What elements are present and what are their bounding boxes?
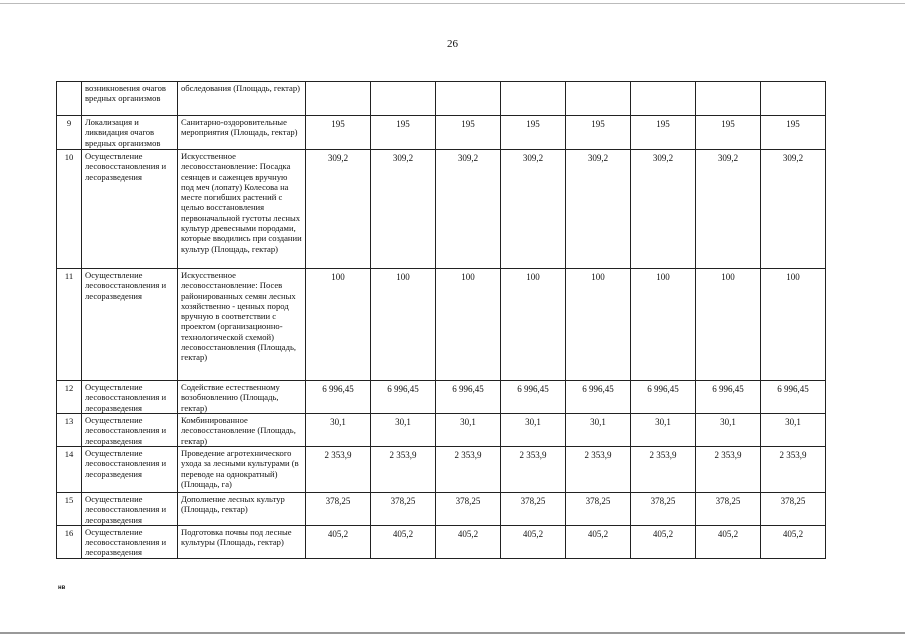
row-number-cell: 14 [57, 447, 82, 493]
value-cell: 6 996,45 [631, 381, 696, 414]
value-cell: 309,2 [501, 150, 566, 269]
row-number-cell: 13 [57, 414, 82, 447]
measure-cell: Искусственное лесовосстановление: Посадка сеянцев и саженцев вручную под меч (лопату) Колесова на месте погибших растений с целью восстановления первоначальной густоты лесных культур древесными породами, которые вводились при создании культур (Площадь, гектар) [178, 150, 306, 269]
value-cell: 309,2 [566, 150, 631, 269]
value-cell: 378,25 [436, 493, 501, 526]
value-cell: 30,1 [436, 414, 501, 447]
value-cell [631, 82, 696, 116]
value-cell: 195 [696, 116, 761, 150]
value-cell: 2 353,9 [501, 447, 566, 493]
measure-cell: Санитарно-оздоровительные мероприятия (Площадь, гектар) [178, 116, 306, 150]
value-cell: 30,1 [631, 414, 696, 447]
value-cell: 405,2 [501, 525, 566, 558]
table-row [57, 116, 826, 150]
table-row [57, 381, 826, 414]
value-cell: 100 [761, 269, 826, 381]
row-number-cell: 15 [57, 493, 82, 526]
value-cell: 378,25 [761, 493, 826, 526]
table-row [57, 447, 826, 493]
measure-cell: Комбинированное лесовосстановление (Площадь, гектар) [178, 414, 306, 447]
value-cell: 405,2 [696, 525, 761, 558]
value-cell: 2 353,9 [761, 447, 826, 493]
value-cell: 100 [371, 269, 436, 381]
value-cell: 195 [631, 116, 696, 150]
value-cell: 378,25 [696, 493, 761, 526]
value-cell: 405,2 [436, 525, 501, 558]
footer-mark: нв [58, 585, 66, 591]
value-cell [761, 82, 826, 116]
value-cell: 309,2 [761, 150, 826, 269]
value-cell: 2 353,9 [371, 447, 436, 493]
value-cell: 378,25 [501, 493, 566, 526]
row-number-cell: 11 [57, 269, 82, 381]
value-cell [436, 82, 501, 116]
scan-bottom-edge [0, 632, 905, 634]
value-cell: 195 [761, 116, 826, 150]
value-cell: 405,2 [306, 525, 371, 558]
value-cell: 405,2 [631, 525, 696, 558]
value-cell: 195 [436, 116, 501, 150]
measure-cell: Дополнение лесных культур (Площадь, гектар) [178, 493, 306, 526]
table-row [57, 414, 826, 447]
value-cell: 309,2 [306, 150, 371, 269]
table-row [57, 150, 826, 269]
value-cell: 6 996,45 [501, 381, 566, 414]
value-cell: 309,2 [696, 150, 761, 269]
value-cell: 100 [566, 269, 631, 381]
value-cell: 6 996,45 [436, 381, 501, 414]
row-number-cell: 10 [57, 150, 82, 269]
value-cell: 30,1 [761, 414, 826, 447]
row-number-cell: 9 [57, 116, 82, 150]
scan-top-edge [0, 3, 905, 4]
table-row [57, 525, 826, 558]
value-cell: 30,1 [696, 414, 761, 447]
value-cell: 100 [631, 269, 696, 381]
value-cell: 30,1 [371, 414, 436, 447]
value-cell: 309,2 [436, 150, 501, 269]
value-cell: 6 996,45 [696, 381, 761, 414]
value-cell: 195 [306, 116, 371, 150]
forestry-measures-table [56, 81, 826, 559]
table-row [57, 493, 826, 526]
value-cell: 195 [371, 116, 436, 150]
value-cell: 309,2 [371, 150, 436, 269]
value-cell: 195 [501, 116, 566, 150]
value-cell: 2 353,9 [306, 447, 371, 493]
value-cell: 2 353,9 [696, 447, 761, 493]
row-number-cell: 12 [57, 381, 82, 414]
measure-cell: Искусственное лесовосстановление: Посев районированных семян лесных хозяйственно - ценных пород вручную в соответствии с проектом (организационно-технологической схемой) лесовосстановления (Площадь, гектар) [178, 269, 306, 381]
activity-cell: Осуществление лесовосстановления и лесоразведения [82, 381, 178, 414]
value-cell: 378,25 [371, 493, 436, 526]
measure-cell: Проведение агротехнического ухода за лесными культурами (в переводе на однократный) (Площадь, га) [178, 447, 306, 493]
value-cell [566, 82, 631, 116]
measure-cell: Подготовка почвы под лесные культуры (Площадь, гектар) [178, 525, 306, 558]
table-row [57, 82, 826, 116]
activity-cell: Осуществление лесовосстановления и лесоразведения [82, 269, 178, 381]
value-cell: 378,25 [306, 493, 371, 526]
table-body [57, 82, 826, 559]
measure-cell: Содействие естественному возобновлению (Площадь, гектар) [178, 381, 306, 414]
value-cell [696, 82, 761, 116]
value-cell: 309,2 [631, 150, 696, 269]
table-row [57, 269, 826, 381]
activity-cell: Осуществление лесовосстановления и лесоразведения [82, 150, 178, 269]
value-cell: 6 996,45 [306, 381, 371, 414]
value-cell: 100 [501, 269, 566, 381]
activity-cell: Осуществление лесовосстановления и лесоразведения [82, 525, 178, 558]
activity-cell: Осуществление лесовосстановления и лесоразведения [82, 493, 178, 526]
value-cell: 30,1 [566, 414, 631, 447]
value-cell: 6 996,45 [761, 381, 826, 414]
value-cell: 405,2 [761, 525, 826, 558]
row-number-cell [57, 82, 82, 116]
activity-cell: возникновения очагов вредных организмов [82, 82, 178, 116]
value-cell: 100 [306, 269, 371, 381]
value-cell [306, 82, 371, 116]
value-cell: 6 996,45 [566, 381, 631, 414]
value-cell [501, 82, 566, 116]
activity-cell: Осуществление лесовосстановления и лесоразведения [82, 414, 178, 447]
value-cell: 405,2 [371, 525, 436, 558]
value-cell: 30,1 [306, 414, 371, 447]
value-cell: 30,1 [501, 414, 566, 447]
activity-cell: Осуществление лесовосстановления и лесоразведения [82, 447, 178, 493]
activity-cell: Локализация и ликвидация очагов вредных организмов [82, 116, 178, 150]
row-number-cell: 16 [57, 525, 82, 558]
page-number: 26 [447, 38, 458, 50]
value-cell: 405,2 [566, 525, 631, 558]
value-cell: 378,25 [566, 493, 631, 526]
value-cell: 6 996,45 [371, 381, 436, 414]
value-cell: 2 353,9 [436, 447, 501, 493]
value-cell: 2 353,9 [631, 447, 696, 493]
value-cell: 2 353,9 [566, 447, 631, 493]
measure-cell: обследования (Площадь, гектар) [178, 82, 306, 116]
value-cell: 378,25 [631, 493, 696, 526]
value-cell [371, 82, 436, 116]
value-cell: 100 [696, 269, 761, 381]
value-cell: 195 [566, 116, 631, 150]
value-cell: 100 [436, 269, 501, 381]
